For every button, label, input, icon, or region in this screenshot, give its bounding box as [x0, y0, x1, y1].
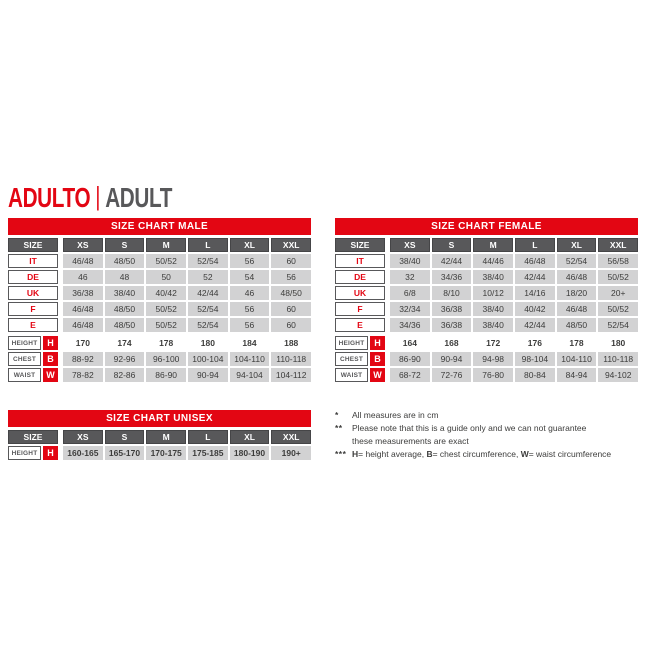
value-cell: 84-94 — [557, 368, 597, 382]
measure-label: WAIST — [335, 368, 368, 382]
column-header-cells — [390, 238, 638, 252]
value-cell: 170-175 — [146, 446, 186, 460]
title-adult: ADULT — [105, 181, 173, 213]
value-cell: 56 — [230, 254, 270, 268]
measure-label: WAIST — [8, 368, 41, 382]
measure-label: HEIGHT — [335, 336, 368, 350]
size-chart-unisex — [8, 410, 311, 462]
value-cell: 38/40 — [390, 254, 430, 268]
value-cell: 52/54 — [188, 302, 228, 316]
measure-row-values — [63, 368, 311, 382]
value-cell: 42/44 — [188, 286, 228, 300]
measure-row — [335, 352, 638, 366]
measure-label-col — [335, 352, 385, 366]
size-row — [335, 286, 638, 300]
measure-row-values — [390, 368, 638, 382]
footnote — [335, 422, 641, 448]
value-cell: 80-84 — [515, 368, 555, 382]
footnote — [335, 448, 641, 461]
value-cell: 94-104 — [230, 368, 270, 382]
value-cell: 52/54 — [557, 254, 597, 268]
value-cell: 34/36 — [432, 270, 472, 284]
value-cell: 10/12 — [473, 286, 513, 300]
footnote-text — [352, 422, 586, 448]
value-cell: 104-110 — [557, 352, 597, 366]
value-cell: 86-90 — [146, 368, 186, 382]
footnote-segment: Please note that this is a guide only and we can not guarantee — [352, 423, 587, 433]
column-header-cell: S — [105, 430, 145, 444]
value-cell: 94-98 — [473, 352, 513, 366]
size-row-values — [390, 302, 638, 316]
country-label-col — [335, 286, 385, 300]
column-header-cell: M — [146, 238, 186, 252]
title-separator: | — [95, 181, 101, 211]
country-label-col — [335, 318, 385, 332]
value-cell: 52/54 — [188, 318, 228, 332]
column-header-cell: S — [105, 238, 145, 252]
footnote — [335, 409, 641, 422]
column-header-cell: XL — [230, 238, 270, 252]
country-label: E — [8, 318, 58, 332]
country-label-col — [335, 270, 385, 284]
value-cell: 98-104 — [515, 352, 555, 366]
size-header-col — [335, 238, 385, 252]
measure-label-col — [8, 352, 58, 366]
value-cell: 50/52 — [146, 318, 186, 332]
country-label-col — [8, 318, 58, 332]
country-label: UK — [8, 286, 58, 300]
measure-label-col — [335, 368, 385, 382]
footnote-marker: ** — [335, 423, 343, 433]
column-header-cell: L — [188, 238, 228, 252]
country-label: IT — [335, 254, 385, 268]
size-row-values — [63, 286, 311, 300]
size-row — [8, 270, 311, 284]
value-cell: 180-190 — [230, 446, 270, 460]
value-cell: 60 — [271, 254, 311, 268]
value-cell: 44/46 — [473, 254, 513, 268]
column-header-cell: L — [188, 430, 228, 444]
value-cell: 38/40 — [473, 302, 513, 316]
footnote-text — [352, 448, 611, 461]
value-cell: 94-102 — [598, 368, 638, 382]
measure-row — [335, 368, 638, 382]
value-cell: 164 — [402, 338, 417, 348]
column-header-cell: XXL — [598, 238, 638, 252]
chart-title-bar: SIZE CHART FEMALE — [335, 218, 638, 235]
footnote-segment: W — [520, 449, 529, 459]
measure-label: CHEST — [335, 352, 368, 366]
size-chart-female — [335, 218, 638, 384]
value-cell: 176 — [527, 338, 542, 348]
footnote-segment: these measurements are exact — [352, 436, 469, 446]
column-header-cell: XS — [390, 238, 430, 252]
measure-letter-badge: H — [43, 446, 58, 460]
value-cell: 48/50 — [105, 254, 145, 268]
value-cell: 54 — [230, 270, 270, 284]
measure-row-values — [63, 446, 311, 460]
size-row — [335, 302, 638, 316]
column-header-cells — [63, 238, 311, 252]
measure-letter-badge: W — [370, 368, 385, 382]
value-cell: 68-72 — [390, 368, 430, 382]
value-cell: 104-112 — [271, 368, 311, 382]
measure-letter-badge: H — [43, 336, 58, 350]
value-cell: 82-86 — [105, 368, 145, 382]
country-label: DE — [8, 270, 58, 284]
size-chart-male — [8, 218, 311, 384]
country-label-col — [8, 286, 58, 300]
size-row-values — [390, 286, 638, 300]
measure-label-col — [8, 368, 58, 382]
footnote-segment: = height average, — [358, 449, 427, 459]
measure-label-col — [335, 336, 385, 350]
value-cell: 160-165 — [63, 446, 103, 460]
value-cell: 168 — [444, 338, 459, 348]
footnote-line — [352, 409, 438, 422]
value-cell: 174 — [117, 338, 132, 348]
country-label: F — [8, 302, 58, 316]
size-header-cell: SIZE — [8, 238, 58, 252]
size-row-values — [63, 270, 311, 284]
value-cell: 78-82 — [63, 368, 103, 382]
value-cell: 175-185 — [188, 446, 228, 460]
value-cell: 170 — [75, 338, 90, 348]
measure-letter-badge: H — [370, 336, 385, 350]
measure-row-values — [63, 352, 311, 366]
value-cell: 32 — [390, 270, 430, 284]
value-cell: 180 — [611, 338, 626, 348]
value-cell: 92-96 — [105, 352, 145, 366]
size-header-cell: SIZE — [8, 430, 58, 444]
footnote-line — [352, 435, 586, 448]
size-row — [8, 254, 311, 268]
value-cell: 46/48 — [557, 270, 597, 284]
value-cell: 46 — [230, 286, 270, 300]
value-cell: 18/20 — [557, 286, 597, 300]
footnote-segment: H — [352, 449, 359, 459]
measure-row-values — [390, 352, 638, 366]
measure-label: HEIGHT — [8, 336, 41, 350]
measure-row — [335, 336, 638, 350]
value-cell: 8/10 — [432, 286, 472, 300]
value-cell: 46/48 — [557, 302, 597, 316]
measure-row — [8, 352, 311, 366]
column-header-row — [8, 238, 311, 252]
footnote-segment: All measures are in cm — [352, 410, 439, 420]
size-row — [8, 302, 311, 316]
country-label-col — [8, 270, 58, 284]
page-title — [8, 181, 172, 214]
country-label-col — [335, 254, 385, 268]
column-header-cell: XL — [230, 430, 270, 444]
value-cell: 36/38 — [432, 302, 472, 316]
chart-title-bar: SIZE CHART MALE — [8, 218, 311, 235]
size-header-col — [8, 238, 58, 252]
value-cell: 46 — [63, 270, 103, 284]
value-cell: 40/42 — [146, 286, 186, 300]
country-label: E — [335, 318, 385, 332]
value-cell: 188 — [284, 338, 299, 348]
column-header-cell: S — [432, 238, 472, 252]
value-cell: 14/16 — [515, 286, 555, 300]
size-row-values — [390, 318, 638, 332]
value-cell: 86-90 — [390, 352, 430, 366]
value-cell: 100-104 — [188, 352, 228, 366]
size-row — [8, 318, 311, 332]
column-header-cell: L — [515, 238, 555, 252]
footnote-line — [352, 422, 586, 435]
value-cell: 56 — [271, 270, 311, 284]
footnote-text — [352, 409, 438, 422]
measure-label-col — [8, 336, 58, 350]
value-cell: 172 — [486, 338, 501, 348]
value-cell: 38/40 — [473, 270, 513, 284]
country-label: IT — [8, 254, 58, 268]
value-cell: 34/36 — [390, 318, 430, 332]
measure-letter-badge: W — [43, 368, 58, 382]
value-cell: 90-94 — [188, 368, 228, 382]
column-header-row — [335, 238, 638, 252]
value-cell: 50/52 — [598, 270, 638, 284]
value-cell: 76-80 — [473, 368, 513, 382]
value-cell: 46/48 — [63, 254, 103, 268]
measure-label-col — [8, 446, 58, 460]
column-header-cells — [63, 430, 311, 444]
value-cell: 110-118 — [271, 352, 311, 366]
value-cell: 60 — [271, 302, 311, 316]
measure-letter-badge: B — [370, 352, 385, 366]
value-cell: 110-118 — [598, 352, 638, 366]
value-cell: 32/34 — [390, 302, 430, 316]
size-row-values — [63, 302, 311, 316]
value-cell: 50/52 — [146, 254, 186, 268]
country-label-col — [8, 302, 58, 316]
value-cell: 88-92 — [63, 352, 103, 366]
value-cell: 165-170 — [105, 446, 145, 460]
value-cell: 50/52 — [146, 302, 186, 316]
size-row — [335, 318, 638, 332]
footnote-marker: *** — [335, 449, 347, 459]
country-label-col — [335, 302, 385, 316]
measure-row-values — [63, 336, 311, 350]
size-row-values — [63, 318, 311, 332]
value-cell: 36/38 — [63, 286, 103, 300]
column-header-cell: XXL — [271, 238, 311, 252]
value-cell: 50 — [146, 270, 186, 284]
column-header-cell: XS — [63, 430, 103, 444]
value-cell: 184 — [242, 338, 257, 348]
measure-letter-badge: B — [43, 352, 58, 366]
size-row-values — [63, 254, 311, 268]
country-label-col — [8, 254, 58, 268]
value-cell: 50/52 — [598, 302, 638, 316]
value-cell: 36/38 — [432, 318, 472, 332]
value-cell: 96-100 — [146, 352, 186, 366]
value-cell: 90-94 — [432, 352, 472, 366]
value-cell: 60 — [271, 318, 311, 332]
column-header-cell: XS — [63, 238, 103, 252]
value-cell: 6/8 — [390, 286, 430, 300]
value-cell: 56 — [230, 302, 270, 316]
value-cell: 20+ — [598, 286, 638, 300]
value-cell: 48/50 — [105, 302, 145, 316]
value-cell: 56 — [230, 318, 270, 332]
footnote-segment: = waist circumference — [528, 449, 612, 459]
measure-row-values — [390, 336, 638, 350]
value-cell: 48/50 — [271, 286, 311, 300]
value-cell: 42/44 — [432, 254, 472, 268]
footnote-segment: = chest circumference, — [432, 449, 521, 459]
column-header-cell: M — [473, 238, 513, 252]
size-row — [335, 254, 638, 268]
value-cell: 46/48 — [515, 254, 555, 268]
size-row — [8, 286, 311, 300]
value-cell: 46/48 — [63, 302, 103, 316]
value-cell: 38/40 — [473, 318, 513, 332]
footnote-line — [352, 448, 611, 461]
value-cell: 56/58 — [598, 254, 638, 268]
value-cell: 178 — [569, 338, 584, 348]
value-cell: 42/44 — [515, 270, 555, 284]
footnote-marker: * — [335, 410, 339, 420]
value-cell: 46/48 — [63, 318, 103, 332]
value-cell: 178 — [159, 338, 174, 348]
value-cell: 48/50 — [105, 318, 145, 332]
value-cell: 52 — [188, 270, 228, 284]
country-label: UK — [335, 286, 385, 300]
measure-row — [8, 336, 311, 350]
value-cell: 42/44 — [515, 318, 555, 332]
size-header-cell: SIZE — [335, 238, 385, 252]
column-header-row — [8, 430, 311, 444]
footnotes — [335, 409, 641, 461]
size-header-col — [8, 430, 58, 444]
footnote-segment: B — [426, 449, 433, 459]
size-row — [335, 270, 638, 284]
value-cell: 72-76 — [432, 368, 472, 382]
country-label: F — [335, 302, 385, 316]
value-cell: 190+ — [271, 446, 311, 460]
value-cell: 48/50 — [557, 318, 597, 332]
column-header-cell: M — [146, 430, 186, 444]
size-row-values — [390, 270, 638, 284]
size-row-values — [390, 254, 638, 268]
measure-row — [8, 368, 311, 382]
value-cell: 38/40 — [105, 286, 145, 300]
value-cell: 104-110 — [230, 352, 270, 366]
title-adulto: ADULTO — [8, 181, 91, 213]
value-cell: 48 — [105, 270, 145, 284]
value-cell: 52/54 — [188, 254, 228, 268]
country-label: DE — [335, 270, 385, 284]
measure-label: HEIGHT — [8, 446, 41, 460]
column-header-cell: XL — [557, 238, 597, 252]
chart-title-bar: SIZE CHART UNISEX — [8, 410, 311, 427]
column-header-cell: XXL — [271, 430, 311, 444]
value-cell: 52/54 — [598, 318, 638, 332]
measure-label: CHEST — [8, 352, 41, 366]
measure-row — [8, 446, 311, 460]
value-cell: 180 — [200, 338, 215, 348]
value-cell: 40/42 — [515, 302, 555, 316]
